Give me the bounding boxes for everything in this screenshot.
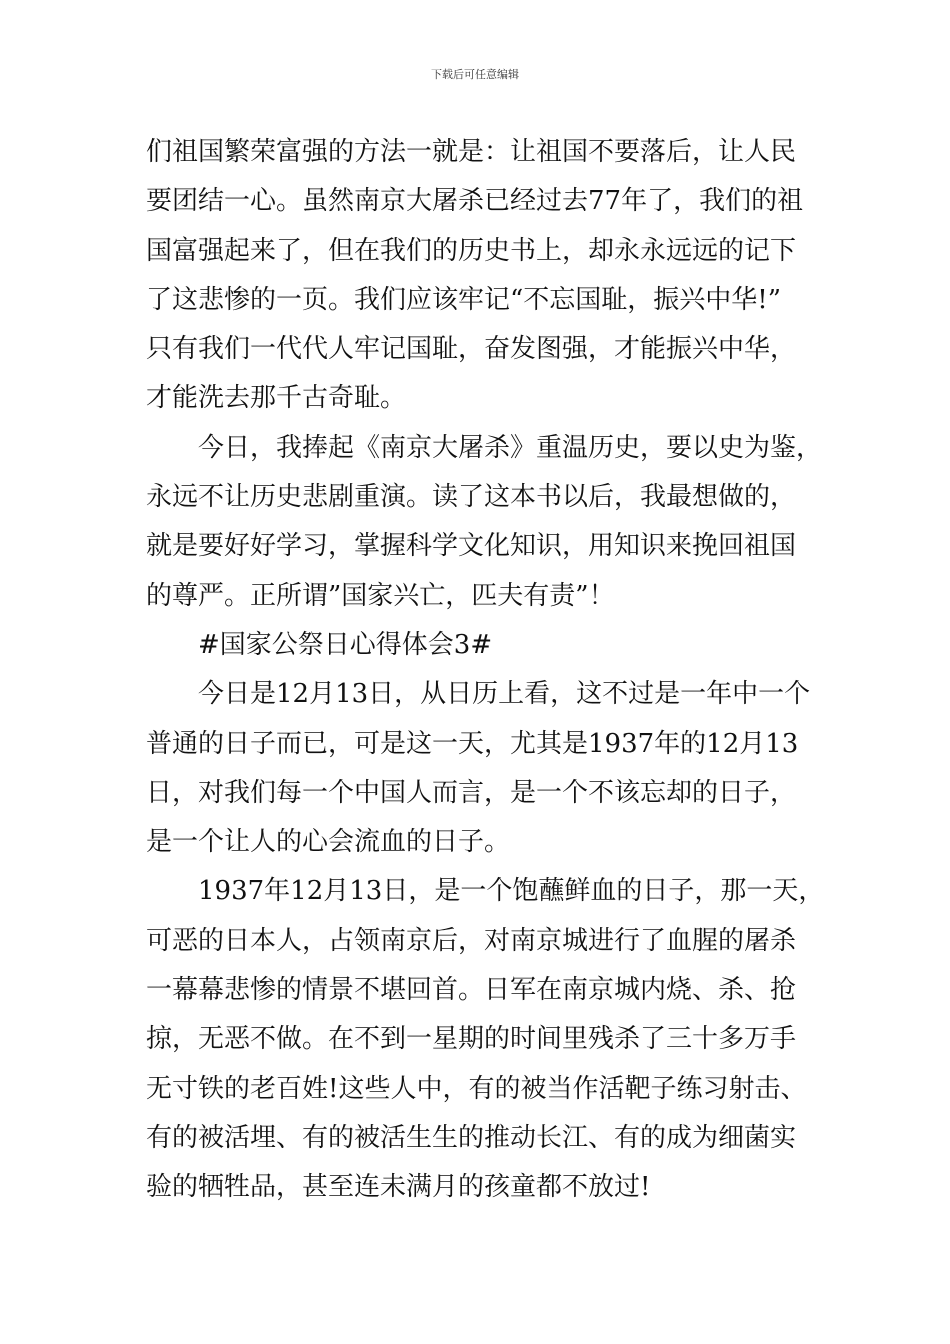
text-line: 国富强起来了，但在我们的历史书上，却永永远远的记下 bbox=[146, 235, 797, 266]
text-line: 是一个让人的心会流血的日子。 bbox=[146, 827, 511, 858]
text-line: 只有我们一代代人牢记国耻，奋发图强，才能振兴中华， bbox=[146, 334, 797, 365]
section-heading: #国家公祭日心得体会3# bbox=[198, 629, 493, 660]
text-line: 有的被活埋、有的被活生生的推动长江、有的成为细菌实 bbox=[146, 1122, 797, 1153]
page-header: 下载后可任意编辑 bbox=[431, 68, 519, 81]
text-line: 们祖国繁荣富强的方法一就是：让祖国不要落后，让人民 bbox=[146, 137, 797, 167]
text-line: 要团结一心。虽然南京大屠杀已经过去77年了，我们的祖 bbox=[146, 186, 804, 217]
text-line: 了这悲惨的一页。我们应该牢记“不忘国耻，振兴中华!” bbox=[146, 284, 782, 315]
document-body bbox=[146, 128, 826, 1213]
paragraph-start-line: 今日是12月13日，从日历上看，这不过是一年中一个 bbox=[198, 679, 811, 710]
text-line: 永远不让历史悲剧重演。读了这本书以后，我最想做的， bbox=[146, 482, 797, 513]
text-line: 就是要好好学习，掌握科学文化知识，用知识来挽回祖国 bbox=[146, 531, 797, 562]
text-line: 的尊严。正所谓”国家兴亡，匹夫有责”！ bbox=[146, 580, 615, 611]
text-line: 可恶的日本人，占领南京后，对南京城进行了血腥的屠杀 bbox=[146, 925, 797, 956]
text-line: 掠，无恶不做。在不到一星期的时间里残杀了三十多万手 bbox=[146, 1024, 797, 1055]
text-line: 无寸铁的老百姓!这些人中，有的被当作活靶子练习射击、 bbox=[146, 1073, 807, 1104]
text-line: 验的牺牲品，甚至连未满月的孩童都不放过! bbox=[146, 1172, 651, 1203]
text-line: 普通的日子而已，可是这一天，尤其是1937年的12月13 bbox=[146, 728, 799, 759]
text-line: 才能洗去那千古奇耻。 bbox=[146, 383, 407, 414]
paragraph-start-line: 今日，我捧起《南京大屠杀》重温历史，要以史为鉴， bbox=[198, 432, 823, 463]
text-line: 日，对我们每一个中国人而言，是一个不该忘却的日子， bbox=[146, 777, 797, 808]
paragraph-start-line: 1937年12月13日，是一个饱蘸鲜血的日子，那一天， bbox=[198, 876, 825, 907]
text-line: 一幕幕悲惨的情景不堪回首。日军在南京城内烧、杀、抢 bbox=[146, 975, 797, 1006]
